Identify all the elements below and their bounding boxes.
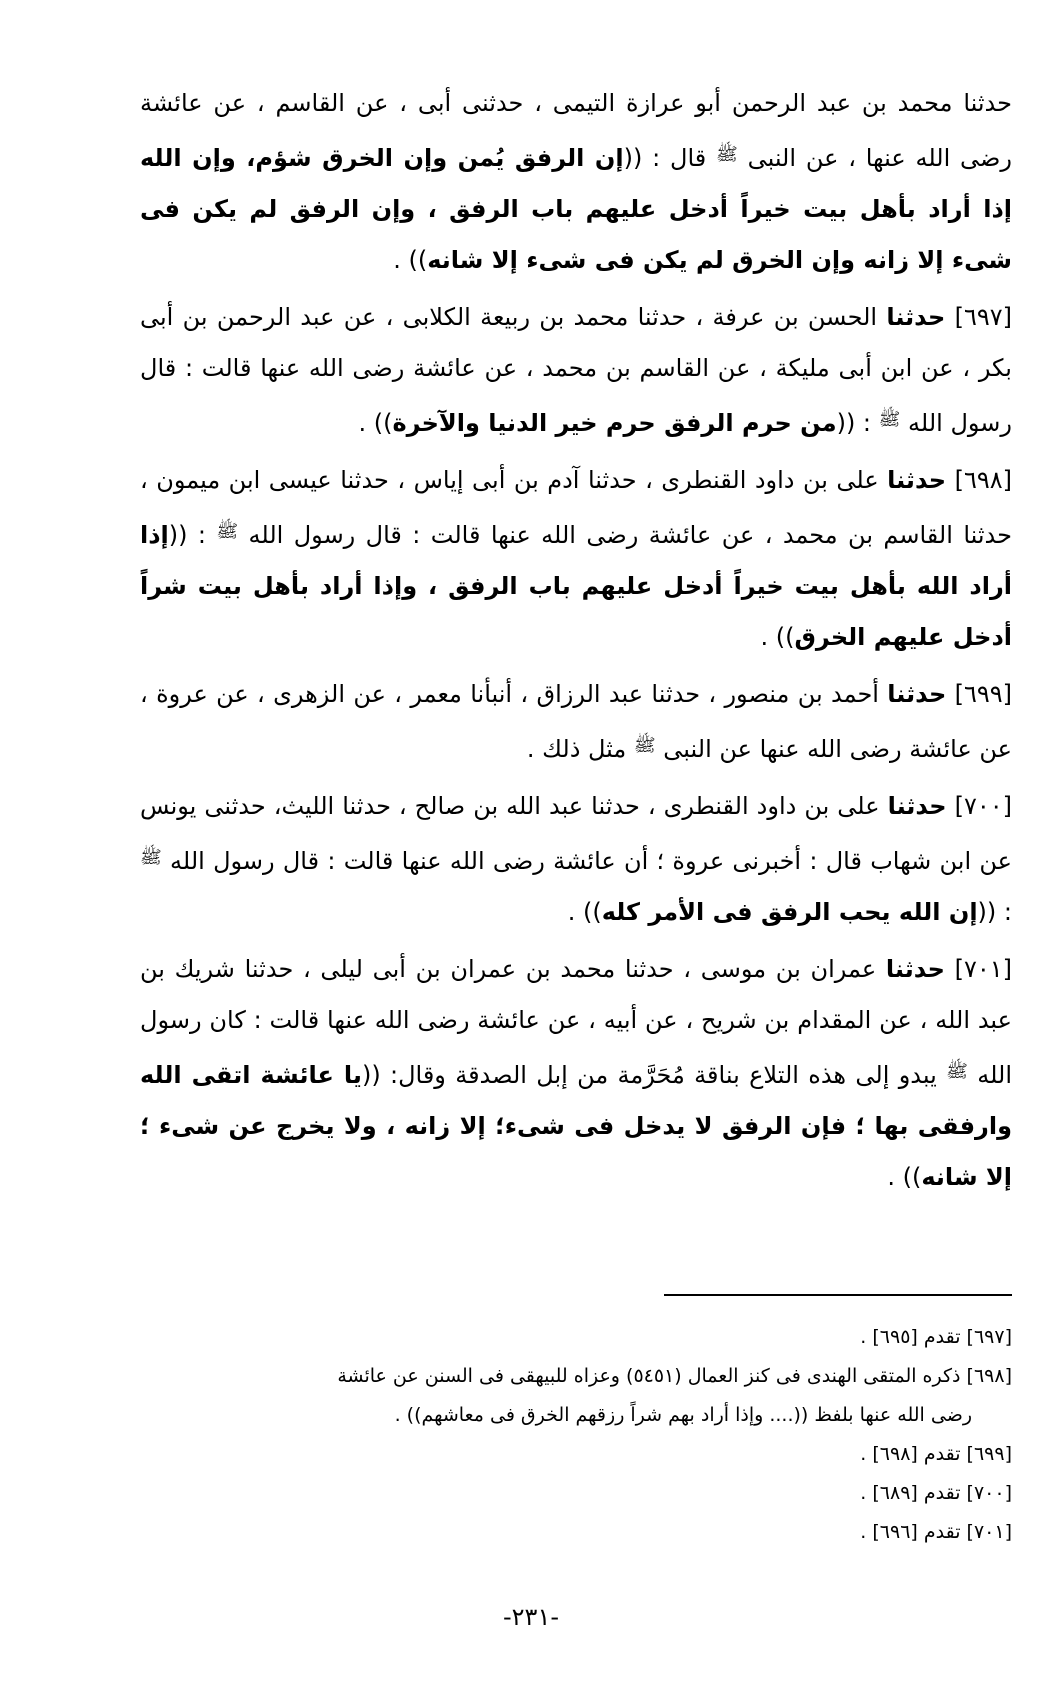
footnote: [٦٩٩] تقدم [٦٩٨] . (860, 1443, 1012, 1465)
footnote: [٦٩٧] تقدم [٦٩٥] . (860, 1326, 1012, 1348)
footnote: [٧٠٠] تقدم [٦٨٩] . (860, 1482, 1012, 1504)
salawat-glyph: ﷺ (878, 409, 901, 430)
narration-text: : (( (836, 409, 879, 437)
footnote-continuation: رضى الله عنها بلفظ ((.... وإذا أراد بهم شراً رزقهم الخرق فى معاشهم)) . (394, 1404, 972, 1426)
narration-text: )) . (760, 623, 795, 651)
isnad-opening: حدثنا (886, 303, 946, 331)
narration-text: )) . (393, 246, 428, 274)
salawat-glyph: ﷺ (216, 521, 239, 542)
narration-text: يبدو إلى هذه التلاع بناقة مُحَرَّمة من إبل الصدقة وقال: (( (361, 1061, 947, 1089)
narration-text: : (( (168, 521, 217, 549)
hadith-text: من حرم الرفق حرم خير الدنيا والآخرة (392, 409, 837, 437)
narration-text: على بن داود القنطرى ، حدثنا عبد الله بن صالح ، حدثنا الليث، حدثنى يونس عن ابن شهاب قال : أخبرنى عروة ؛ أن عائشة رضى الله عنها قالت : قال رسول الله (140, 792, 1012, 875)
paragraph-p699 (140, 669, 1012, 775)
narration-text: الحسن بن عرفة ، حدثنا محمد بن ربيعة الكلابى ، عن عبد الرحمن بن أبى بكر ، عن ابن أبى مليكة ، عن القاسم بن محمد ، عن عائشة رضى الله عنها قالت : قال رسول الله (140, 303, 1012, 437)
narration-text: قال : (( (623, 144, 717, 172)
narration-text: )) . (887, 1163, 922, 1191)
narration-text: [٦٩٩] (946, 680, 1013, 708)
main-text-block (140, 78, 1012, 1209)
narration-text: عمران بن موسى ، حدثنا محمد بن عمران بن أبى ليلى ، حدثنا شريك بن عبد الله ، عن المقدام بن شريح ، عن أبيه ، عن عائشة رضى الله عنها قالت : كان رسول الله (140, 955, 1013, 1089)
salawat-glyph: ﷺ (716, 144, 738, 165)
footnote: [٧٠١] تقدم [٦٩٦] . (860, 1521, 1012, 1543)
paragraph-p697 (140, 292, 1012, 449)
paragraph-p1 (140, 78, 1012, 286)
narration-text: حدثنا محمد بن عبد الرحمن أبو عرازة التيمى ، حدثنى أبى ، عن القاسم ، عن عائشة رضى الله عنها ، عن النبى (140, 89, 1012, 172)
narration-text: )) . (567, 898, 602, 926)
narration-text: [٦٩٧] (945, 303, 1012, 331)
narration-text: مثل ذلك . (526, 735, 634, 763)
isnad-opening: حدثنا (887, 466, 947, 494)
isnad-opening: حدثنا (885, 955, 945, 983)
footnote-divider (664, 1294, 1012, 1296)
paragraph-p698 (140, 455, 1012, 663)
footnote: [٦٩٨] ذكره المتقى الهندى فى كنز العمال (٥٤٥١) وعزاه للبيهقى فى السنن عن عائشة (337, 1365, 1012, 1387)
narration-text: )) . (358, 409, 393, 437)
salawat-glyph: ﷺ (946, 1061, 968, 1082)
narration-text: على بن داود القنطرى ، حدثنا آدم بن أبى إياس ، حدثنا عيسى ابن ميمون ، حدثنا القاسم بن محمد ، عن عائشة رضى الله عنها قالت : قال رسول الله (140, 466, 1012, 549)
page-number: -٢٣١- (502, 1603, 559, 1631)
hadith-text: يا عائشة اتقى الله وارفقى بها ؛ فإن الرفق لا يدخل فى شىء؛ إلا زانه ، ولا يخرج عن شىء ؛ إلا شانه (140, 1061, 1012, 1191)
narration-text: : (( (977, 898, 1012, 926)
isnad-opening: حدثنا (887, 680, 947, 708)
hadith-text: إن الرفق يُمن وإن الخرق شؤم، وإن الله إذا أراد بأهل بيت خيراً أدخل عليهم باب الرفق ، وإن الرفق لم يكن فى شىء إلا زانه وإن الخرق لم يكن فى شىء إلا شانه (140, 144, 1012, 274)
narration-text: [٧٠١] (944, 955, 1012, 983)
isnad-opening: حدثنا (887, 792, 947, 820)
hadith-text: إذا أراد الله بأهل بيت خيراً أدخل عليهم باب الرفق ، وإذا أراد بأهل بيت شراً أدخل عليهم الخرق (140, 521, 1012, 651)
salawat-glyph: ﷺ (140, 847, 162, 868)
narration-text: أحمد بن منصور ، حدثنا عبد الرزاق ، أنبأنا معمر ، عن الزهرى ، عن عروة ، عن عائشة رضى الله عنها عن النبى (140, 680, 1012, 763)
narration-text: [٦٩٨] (946, 466, 1012, 494)
footnotes-block (140, 1318, 1012, 1552)
hadith-text: إن الله يحب الرفق فى الأمر كله (601, 898, 978, 926)
salawat-glyph: ﷺ (633, 735, 656, 756)
paragraph-p701 (140, 944, 1012, 1203)
narration-text: [٧٠٠] (946, 792, 1012, 820)
paragraph-p700 (140, 781, 1012, 938)
